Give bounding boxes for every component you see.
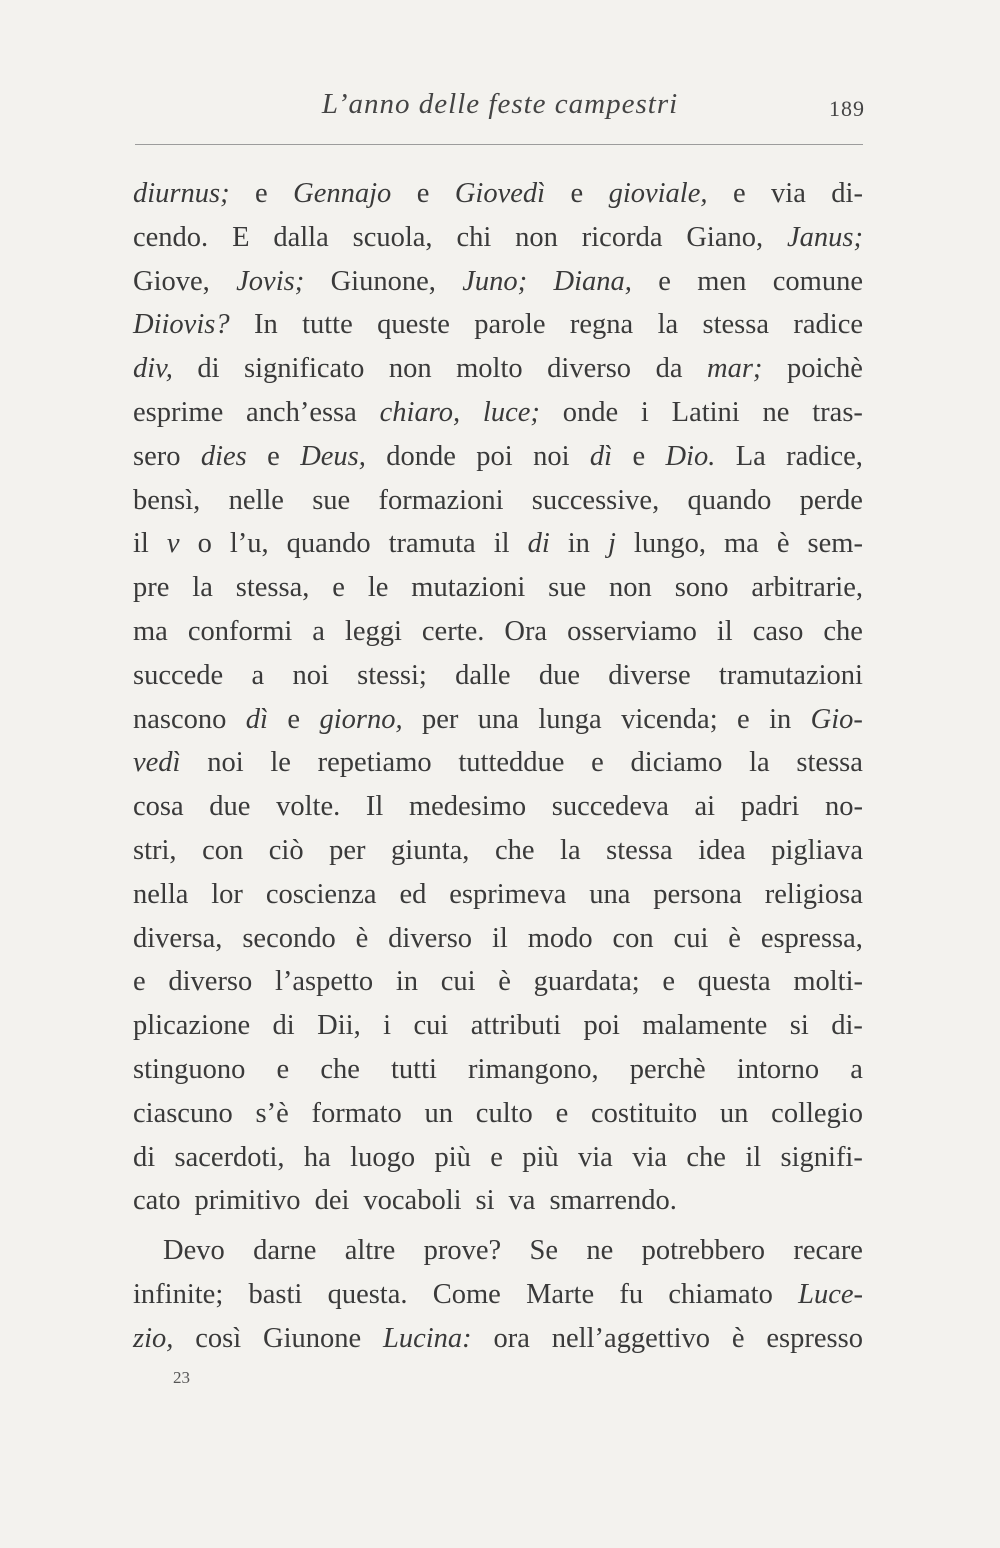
word: più [522, 1141, 559, 1173]
word: Luce- [798, 1278, 863, 1310]
word: con [612, 922, 654, 954]
word: che [686, 1141, 726, 1173]
word: a [312, 615, 325, 647]
word: secondo [242, 922, 336, 954]
word: la [560, 834, 581, 866]
word: è [776, 528, 790, 560]
text-line [133, 917, 863, 961]
text-line [133, 1048, 863, 1092]
word: vocaboli [363, 1185, 462, 1217]
word: j [607, 528, 616, 560]
word: rimangono, [468, 1053, 599, 1085]
word: ora [493, 1322, 530, 1354]
word: prove? [423, 1235, 502, 1267]
word: a [850, 1053, 863, 1085]
word: intorno [736, 1053, 820, 1085]
word: noi [292, 659, 329, 691]
word: sono [674, 572, 729, 604]
word: E [232, 221, 250, 253]
word: ma [724, 528, 759, 560]
word: stessa [796, 747, 863, 779]
word: e [591, 747, 604, 779]
word: diverso [547, 353, 632, 385]
word: molto [456, 353, 523, 385]
word: che [494, 834, 535, 866]
word: in [395, 966, 419, 998]
word: le [270, 747, 291, 779]
word: l’u, [229, 528, 269, 560]
word: chiaro, [379, 396, 461, 428]
word: espressa, [760, 922, 863, 954]
word: no- [824, 791, 863, 823]
word: perchè [629, 1053, 706, 1085]
word: e [737, 703, 750, 735]
word: modo [527, 922, 593, 954]
text-line [133, 435, 863, 479]
running-title: L’anno delle feste campestri [321, 88, 679, 120]
word: è [355, 922, 369, 954]
word: bensì, [133, 484, 201, 516]
word: Janus; [787, 221, 863, 253]
word: basti [248, 1278, 303, 1310]
word: e [255, 178, 268, 209]
word: e [632, 440, 646, 472]
word: Il [365, 791, 384, 823]
word: due [209, 791, 251, 823]
word: è [728, 922, 741, 954]
text-line [133, 1273, 863, 1317]
word: chiamato [668, 1278, 773, 1310]
word: altre [344, 1235, 396, 1267]
word: la [657, 309, 679, 341]
word: nella [133, 878, 189, 910]
word: diverso [168, 966, 253, 998]
word: di [527, 528, 550, 560]
word: guardata; [533, 966, 640, 998]
word: mar; [707, 353, 763, 385]
word: quando [687, 484, 772, 516]
word: ai [694, 791, 716, 823]
word: Diana, [553, 265, 632, 297]
word: e [287, 703, 301, 735]
word: sue [548, 572, 587, 604]
text-line [133, 1179, 863, 1223]
word: questa. [327, 1278, 408, 1310]
header-rule [135, 144, 863, 145]
word: e [276, 1053, 290, 1085]
word: stinguono [133, 1053, 246, 1085]
word: esprimeva [449, 878, 567, 910]
word: successive, [531, 484, 660, 516]
word: tramutazioni [718, 659, 863, 691]
word: poi [583, 1010, 620, 1042]
running-head [135, 88, 865, 132]
word: e [570, 178, 584, 209]
word: fu [619, 1278, 644, 1310]
word: Lucina: [383, 1322, 472, 1354]
word: una [589, 878, 631, 910]
word: tutteddue [458, 747, 565, 779]
word: lunga [538, 703, 602, 735]
word: di- [831, 1010, 863, 1042]
word: molti- [793, 966, 863, 998]
word: e [658, 265, 671, 297]
word: Gennajo [293, 178, 392, 209]
text-line [133, 522, 863, 566]
word: Ora [504, 615, 548, 647]
word: stessa [702, 309, 770, 341]
text-line [133, 1092, 863, 1136]
word: smarrendo. [549, 1185, 677, 1217]
word: e [332, 572, 345, 604]
word: religiosa [764, 878, 863, 910]
word: via [771, 178, 806, 209]
word: esprime [133, 396, 224, 428]
word: potrebbero [641, 1235, 766, 1267]
word: nell’aggettivo [551, 1322, 711, 1354]
word: succedeva [551, 791, 669, 823]
word: idea [698, 834, 746, 866]
word: la [749, 747, 770, 779]
word: queste [377, 309, 450, 341]
word: lor [211, 878, 243, 910]
word: Se [529, 1235, 559, 1267]
word: due [538, 659, 580, 691]
word: ha [303, 1141, 331, 1173]
word: radice, [786, 440, 863, 472]
word: il [493, 528, 510, 560]
word: culto [475, 1097, 533, 1129]
word: comune [772, 265, 863, 297]
word: padri [740, 791, 800, 823]
word: espresso [766, 1322, 863, 1354]
word: stessa [606, 834, 673, 866]
word: persona [653, 878, 742, 910]
word: radice [793, 309, 863, 341]
word: non [609, 572, 652, 604]
word: medesimo [408, 791, 527, 823]
word: div, [133, 353, 173, 385]
word: la [192, 572, 213, 604]
word: stri, [133, 834, 177, 866]
word: di [197, 353, 220, 385]
word: e [267, 440, 280, 472]
word: donde [386, 440, 456, 472]
word: da [655, 353, 683, 385]
word: in [567, 528, 590, 560]
word: quando [286, 528, 371, 560]
word: cui [440, 966, 476, 998]
word: dies [200, 440, 247, 472]
word: infinite; [133, 1278, 224, 1310]
word: si [475, 1185, 495, 1217]
word: via [632, 1141, 668, 1173]
word: significato [244, 353, 365, 385]
word: noi [533, 440, 570, 472]
word: e [662, 966, 676, 998]
word: dalla [273, 221, 329, 253]
word: Latini [671, 396, 740, 428]
word: luce; [482, 396, 540, 428]
word: volte. [276, 791, 341, 823]
word: anch’essa [246, 396, 357, 428]
word: repetiamo [317, 747, 432, 779]
word: attributi [470, 1010, 561, 1042]
word: Giunone [263, 1322, 362, 1354]
word: le [367, 572, 389, 604]
word: onde [562, 396, 619, 428]
word: diverse [608, 659, 691, 691]
word: Giunone, [330, 265, 436, 297]
word: ed [399, 878, 427, 910]
word: i [640, 396, 649, 428]
text-line [133, 260, 863, 304]
word: un [719, 1097, 749, 1129]
word: i [383, 1010, 392, 1042]
word: non [388, 353, 432, 385]
word: per [421, 703, 459, 735]
text-line [133, 829, 863, 873]
text-line [133, 1317, 863, 1361]
text-line [133, 1004, 863, 1048]
word: s’è [255, 1097, 289, 1129]
word: ciò [268, 834, 304, 866]
word: si [789, 1010, 809, 1042]
word: formazioni [378, 484, 504, 516]
text-line [133, 391, 863, 435]
text-line [133, 654, 863, 698]
word: ma [133, 615, 168, 647]
word: diverso [388, 922, 473, 954]
word: che [320, 1053, 360, 1085]
word: Come [432, 1278, 501, 1310]
word: che [823, 615, 863, 647]
word: via [578, 1141, 613, 1173]
word: giorno, [319, 703, 403, 735]
word: Gio- [810, 703, 863, 735]
word: sero [133, 440, 181, 472]
signature-mark: 23 [173, 1368, 190, 1387]
word: ne [586, 1235, 614, 1267]
word: Jovis; [236, 265, 305, 297]
word: Devo [163, 1235, 225, 1267]
word: sacerdoti, [174, 1141, 285, 1173]
word: regna [569, 309, 634, 341]
text-line [133, 873, 863, 917]
word: Diiovis? [133, 309, 230, 341]
word: noi [207, 747, 244, 779]
word: primitivo [194, 1185, 301, 1217]
word: pre [133, 572, 170, 604]
word: sem- [807, 528, 863, 560]
word: darne [253, 1235, 317, 1267]
word: Deus, [300, 440, 366, 472]
word: caso [752, 615, 804, 647]
word: cendo. [133, 221, 209, 253]
word: un [424, 1097, 454, 1129]
word: dì [245, 703, 268, 735]
word: una [477, 703, 519, 735]
word: l’aspetto [275, 966, 374, 998]
word: diciamo [630, 747, 723, 779]
word: cui [673, 922, 709, 954]
word: cato [133, 1185, 181, 1217]
word: con [202, 834, 244, 866]
word: parole [474, 309, 546, 341]
word: v [166, 528, 180, 560]
text-line [133, 1136, 863, 1180]
word: nelle [228, 484, 284, 516]
word: collegio [771, 1097, 863, 1129]
word: malamente [642, 1010, 768, 1042]
word: il [133, 528, 149, 560]
word: cui [413, 1010, 449, 1042]
word: Juno; [462, 265, 528, 297]
word: e [490, 1141, 503, 1173]
word: tutte [302, 309, 353, 341]
word: Dio. [665, 440, 716, 472]
word: di [272, 1010, 295, 1042]
word: stessi; [357, 659, 427, 691]
word: a [251, 659, 265, 691]
word: ne [762, 396, 790, 428]
word: non [515, 221, 558, 253]
word: il [745, 1141, 762, 1173]
word: luogo [350, 1141, 416, 1173]
text-line [133, 172, 863, 216]
text-line [133, 1229, 863, 1273]
word: per [329, 834, 366, 866]
word: vedì [133, 747, 181, 779]
word: Giano, [686, 221, 764, 253]
word: costituito [591, 1097, 698, 1129]
word: dì [589, 440, 613, 472]
word: pigliava [771, 834, 863, 866]
page-number: 189 [829, 96, 865, 121]
word: di [133, 1141, 156, 1173]
word: vicenda; [621, 703, 718, 735]
word: formato [311, 1097, 402, 1129]
word: dalle [455, 659, 511, 691]
word: Giovedì [454, 178, 546, 209]
text-line [133, 610, 863, 654]
word: ciascuno [133, 1097, 233, 1129]
text-line [133, 785, 863, 829]
text-line [133, 216, 863, 260]
word: mutazioni [411, 572, 526, 604]
word: perde [799, 484, 863, 516]
word: men [697, 265, 747, 297]
word: diversa, [133, 922, 223, 954]
text-line [133, 741, 863, 785]
word: in [769, 703, 792, 735]
word: di- [831, 178, 863, 209]
text-line [133, 347, 863, 391]
word: signifi- [780, 1141, 863, 1173]
word: stessa, [235, 572, 310, 604]
word: tutti [390, 1053, 437, 1085]
word: il [716, 615, 733, 647]
word: gioviale, [608, 178, 708, 209]
word: succede [133, 659, 224, 691]
word: e [133, 966, 146, 998]
text-line [133, 566, 863, 610]
word: e [416, 178, 430, 209]
word: recare [793, 1235, 863, 1267]
text-line [133, 479, 863, 523]
word: nascono [133, 703, 227, 735]
word: e [732, 178, 746, 209]
word: arbitrarie, [751, 572, 863, 604]
body-text [133, 172, 863, 1361]
word: coscienza [265, 878, 377, 910]
word: plicazione [133, 1010, 251, 1042]
word: lungo, [633, 528, 706, 560]
word: Marte [526, 1278, 595, 1310]
word: giunta, [391, 834, 470, 866]
text-line [133, 303, 863, 347]
word: più [434, 1141, 471, 1173]
word: è [731, 1322, 745, 1354]
word: poi [476, 440, 513, 472]
text-line [133, 698, 863, 742]
word: cosa [133, 791, 184, 823]
word: La [735, 440, 766, 472]
word: dei [314, 1185, 350, 1217]
word: e [555, 1097, 569, 1129]
word: è [498, 966, 511, 998]
word: scuola, [352, 221, 433, 253]
word: così [195, 1322, 242, 1354]
word: questa [697, 966, 771, 998]
word: sue [312, 484, 351, 516]
word: Giove, [133, 265, 210, 297]
word: chi [456, 221, 492, 253]
word: zio, [133, 1322, 174, 1354]
word: In [253, 309, 278, 341]
word: tramuta [388, 528, 476, 560]
word: osserviamo [567, 615, 697, 647]
word: Dii, [317, 1010, 361, 1042]
word: o [197, 528, 212, 560]
word: conformi [187, 615, 293, 647]
word: ricorda [581, 221, 663, 253]
word: certe. [421, 615, 485, 647]
word: poichè [786, 353, 863, 385]
word: va [508, 1185, 536, 1217]
text-line [133, 960, 863, 1004]
word: tras- [812, 396, 863, 428]
word: il [491, 922, 508, 954]
word: diurnus; [133, 178, 230, 209]
word: leggi [344, 615, 402, 647]
